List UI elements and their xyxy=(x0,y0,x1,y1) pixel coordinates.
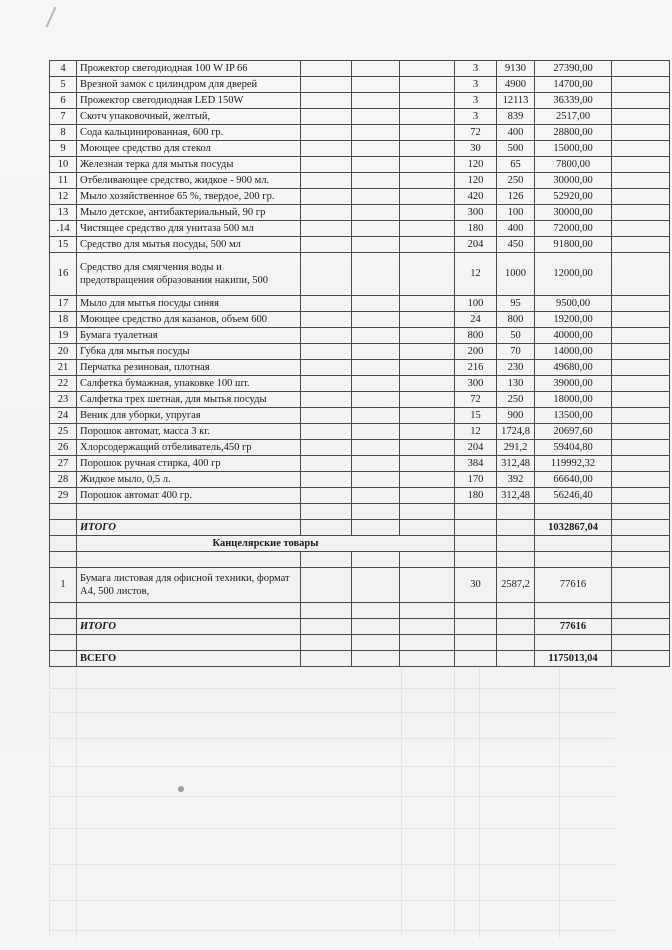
row-number: 29 xyxy=(50,488,77,504)
item-name: Перчатка резиновая, плотная xyxy=(77,360,301,376)
item-sum: 66640,00 xyxy=(535,472,612,488)
item-price: 4900 xyxy=(497,77,535,93)
itogo-label: ИТОГО xyxy=(77,520,301,536)
item-name: Веник для уборки, упругая xyxy=(77,408,301,424)
itogo-sum: 77616 xyxy=(535,619,612,635)
table-row xyxy=(50,376,670,392)
item-sum: 40000,00 xyxy=(535,328,612,344)
item-sum: 30000,00 xyxy=(535,205,612,221)
item-sum: 56246,40 xyxy=(535,488,612,504)
vsego-row xyxy=(50,651,670,667)
item-sum: 19200,00 xyxy=(535,312,612,328)
item-qty: 420 xyxy=(455,189,497,205)
item-price: 500 xyxy=(497,141,535,157)
item-qty: 72 xyxy=(455,125,497,141)
bleed-through-grid xyxy=(49,668,615,938)
row-number: 4 xyxy=(50,61,77,77)
item-price: 130 xyxy=(497,376,535,392)
item-name: Порошок ручная стирка, 400 гр xyxy=(77,456,301,472)
item-name: Жидкое мыло, 0,5 л. xyxy=(77,472,301,488)
item-qty: 204 xyxy=(455,237,497,253)
item-sum: 72000,00 xyxy=(535,221,612,237)
table-row-empty xyxy=(50,635,670,651)
row-number: 24 xyxy=(50,408,77,424)
item-name: Скотч упаковочный, желтый, xyxy=(77,109,301,125)
item-qty: 200 xyxy=(455,344,497,360)
table-row xyxy=(50,360,670,376)
item-name: Салфетка бумажная, упаковке 100 шт. xyxy=(77,376,301,392)
item-name: Средство для мытья посуды, 500 мл xyxy=(77,237,301,253)
item-qty: 24 xyxy=(455,312,497,328)
item-price: 2587,2 xyxy=(497,568,535,603)
item-sum: 15000,00 xyxy=(535,141,612,157)
row-number: 9 xyxy=(50,141,77,157)
item-sum: 39000,00 xyxy=(535,376,612,392)
row-number: 21 xyxy=(50,360,77,376)
table-row xyxy=(50,296,670,312)
item-price: 230 xyxy=(497,360,535,376)
item-name: Прожектор светодиодная LED 150W xyxy=(77,93,301,109)
table-row-empty xyxy=(50,603,670,619)
item-sum: 2517,00 xyxy=(535,109,612,125)
row-number: 6 xyxy=(50,93,77,109)
item-name: Мыло для мытья посуды синяя xyxy=(77,296,301,312)
item-price: 400 xyxy=(497,221,535,237)
table-row xyxy=(50,456,670,472)
item-sum: 20697,60 xyxy=(535,424,612,440)
item-price: 839 xyxy=(497,109,535,125)
item-price: 95 xyxy=(497,296,535,312)
item-price: 800 xyxy=(497,312,535,328)
item-name: Порошок автомат 400 гр. xyxy=(77,488,301,504)
itogo-row xyxy=(50,619,670,635)
row-number: 18 xyxy=(50,312,77,328)
item-price: 250 xyxy=(497,392,535,408)
item-price: 312,48 xyxy=(497,456,535,472)
item-sum: 13500,00 xyxy=(535,408,612,424)
vsego-sum: 1175013,04 xyxy=(535,651,612,667)
item-sum: 36339,00 xyxy=(535,93,612,109)
item-qty: 384 xyxy=(455,456,497,472)
item-name: Бумага туалетная xyxy=(77,328,301,344)
item-price: 1724,8 xyxy=(497,424,535,440)
item-price: 50 xyxy=(497,328,535,344)
item-name: Хлорсодержащий отбеливатель,450 гр xyxy=(77,440,301,456)
item-qty: 30 xyxy=(455,141,497,157)
row-number: 8 xyxy=(50,125,77,141)
item-sum: 14000,00 xyxy=(535,344,612,360)
item-name: Порошок автомат, масса 3 кг. xyxy=(77,424,301,440)
item-price: 65 xyxy=(497,157,535,173)
item-sum: 27390,00 xyxy=(535,61,612,77)
item-sum: 7800,00 xyxy=(535,157,612,173)
item-name: Отбеливающее средство, жидкое - 900 мл. xyxy=(77,173,301,189)
item-name: Моющее средство для казанов, объем 600 xyxy=(77,312,301,328)
row-number: 12 xyxy=(50,189,77,205)
section-row xyxy=(50,536,670,552)
table-row xyxy=(50,77,670,93)
table-body xyxy=(50,61,670,504)
item-name: Сода кальцинированная, 600 гр. xyxy=(77,125,301,141)
table-row xyxy=(50,221,670,237)
item-qty: 204 xyxy=(455,440,497,456)
item-sum: 30000,00 xyxy=(535,173,612,189)
table-row xyxy=(50,312,670,328)
item-qty: 180 xyxy=(455,221,497,237)
item-qty: 120 xyxy=(455,157,497,173)
itogo-sum: 1032867,04 xyxy=(535,520,612,536)
row-number: 25 xyxy=(50,424,77,440)
table-row xyxy=(50,328,670,344)
item-name: Салфетка трех шетная, для мытья посуды xyxy=(77,392,301,408)
item-sum: 49680,00 xyxy=(535,360,612,376)
row-number: 10 xyxy=(50,157,77,173)
table-row xyxy=(50,344,670,360)
row-number: 27 xyxy=(50,456,77,472)
item-price: 126 xyxy=(497,189,535,205)
item-sum: 14700,00 xyxy=(535,77,612,93)
table-row xyxy=(50,189,670,205)
item-qty: 170 xyxy=(455,472,497,488)
itogo-label: ИТОГО xyxy=(77,619,301,635)
item-name: Средство для смягчения воды и предотвращения образования накипи, 500 xyxy=(77,253,301,296)
item-sum: 119992,32 xyxy=(535,456,612,472)
item-price: 392 xyxy=(497,472,535,488)
item-name: Мыло хозяйственное 65 %, твердое, 200 гр. xyxy=(77,189,301,205)
item-price: 1000 xyxy=(497,253,535,296)
row-number: 20 xyxy=(50,344,77,360)
row-number: 15 xyxy=(50,237,77,253)
item-qty: 3 xyxy=(455,61,497,77)
item-qty: 216 xyxy=(455,360,497,376)
table-row xyxy=(50,237,670,253)
row-number: 22 xyxy=(50,376,77,392)
item-sum: 28800,00 xyxy=(535,125,612,141)
table-row xyxy=(50,472,670,488)
row-number: 28 xyxy=(50,472,77,488)
row-number: 7 xyxy=(50,109,77,125)
item-price: 900 xyxy=(497,408,535,424)
row-number: .14 xyxy=(50,221,77,237)
item-name: Губка для мытья посуды xyxy=(77,344,301,360)
item-price: 12113 xyxy=(497,93,535,109)
scan-speck xyxy=(178,786,184,792)
item-price: 100 xyxy=(497,205,535,221)
item-qty: 72 xyxy=(455,392,497,408)
item-name: Чистящее средство для унитаза 500 мл xyxy=(77,221,301,237)
table-row xyxy=(50,61,670,77)
item-sum: 91800,00 xyxy=(535,237,612,253)
table-row xyxy=(50,408,670,424)
table-summary xyxy=(50,504,670,667)
table-row xyxy=(50,440,670,456)
vsego-label: ВСЕГО xyxy=(77,651,301,667)
item-sum: 12000,00 xyxy=(535,253,612,296)
row-number: 23 xyxy=(50,392,77,408)
item-price: 250 xyxy=(497,173,535,189)
stationery-row xyxy=(50,568,670,603)
item-qty: 3 xyxy=(455,109,497,125)
row-number: 1 xyxy=(50,568,77,603)
table-row xyxy=(50,488,670,504)
table-row xyxy=(50,173,670,189)
item-name: Моющее средство для стекол xyxy=(77,141,301,157)
item-price: 291,2 xyxy=(497,440,535,456)
table-row-empty xyxy=(50,552,670,568)
item-name: Бумага листовая для офисной техники, формат А4, 500 листов, xyxy=(77,568,301,603)
item-name: Железная терка для мытья посуды xyxy=(77,157,301,173)
table-row xyxy=(50,125,670,141)
item-price: 450 xyxy=(497,237,535,253)
item-qty: 300 xyxy=(455,205,497,221)
item-qty: 800 xyxy=(455,328,497,344)
item-sum: 59404,80 xyxy=(535,440,612,456)
item-sum: 18000,00 xyxy=(535,392,612,408)
section-title: Канцелярские товары xyxy=(77,536,455,552)
item-qty: 15 xyxy=(455,408,497,424)
item-sum: 52920,00 xyxy=(535,189,612,205)
item-price: 312,48 xyxy=(497,488,535,504)
row-number: 26 xyxy=(50,440,77,456)
table-row-empty xyxy=(50,504,670,520)
table-row xyxy=(50,205,670,221)
item-qty: 3 xyxy=(455,77,497,93)
item-qty: 180 xyxy=(455,488,497,504)
table-row xyxy=(50,157,670,173)
row-number: 16 xyxy=(50,253,77,296)
scan-artifact xyxy=(46,7,57,28)
table-row xyxy=(50,253,670,296)
item-name: Мыло детское, антибактериальный, 90 гр xyxy=(77,205,301,221)
itogo-row xyxy=(50,520,670,536)
table-row xyxy=(50,392,670,408)
table-row xyxy=(50,109,670,125)
item-name: Врезной замок с цилиндром для дверей xyxy=(77,77,301,93)
item-qty: 3 xyxy=(455,93,497,109)
item-qty: 12 xyxy=(455,253,497,296)
row-number: 11 xyxy=(50,173,77,189)
row-number: 13 xyxy=(50,205,77,221)
item-qty: 100 xyxy=(455,296,497,312)
table-row xyxy=(50,424,670,440)
item-qty: 30 xyxy=(455,568,497,603)
item-price: 70 xyxy=(497,344,535,360)
item-sum: 77616 xyxy=(535,568,612,603)
row-number: 5 xyxy=(50,77,77,93)
item-qty: 300 xyxy=(455,376,497,392)
item-price: 400 xyxy=(497,125,535,141)
goods-table xyxy=(49,60,670,667)
item-qty: 12 xyxy=(455,424,497,440)
row-number: 17 xyxy=(50,296,77,312)
item-sum: 9500,00 xyxy=(535,296,612,312)
item-price: 9130 xyxy=(497,61,535,77)
table-row xyxy=(50,141,670,157)
row-number: 19 xyxy=(50,328,77,344)
item-qty: 120 xyxy=(455,173,497,189)
item-name: Прожектор светодиодная 100 W IP 66 xyxy=(77,61,301,77)
table-row xyxy=(50,93,670,109)
